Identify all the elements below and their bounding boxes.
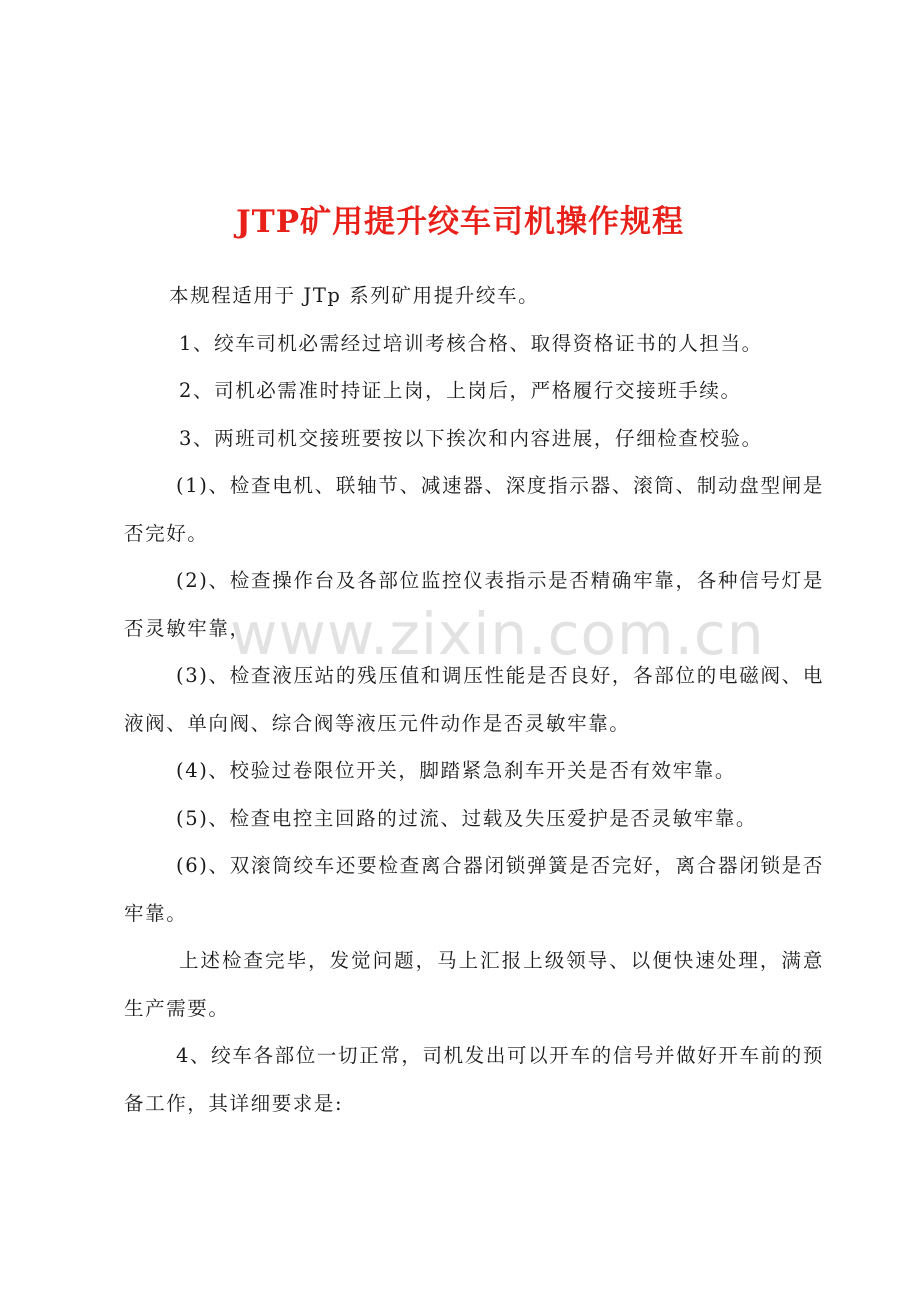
paragraph-scope: 本规程适用于 JTp 系列矿用提升绞车。 (169, 284, 540, 307)
paragraph-check-5: (5)、检查电控主回路的过流、过载及失压爱护是否灵敏牢靠。 (176, 806, 758, 830)
paragraph-rule-4: 4、绞车各部位一切正常，司机发出可以开车的信号并做好开车前的预备工作，其详细要求是: (124, 1044, 824, 1115)
document-body (124, 272, 824, 1127)
paragraph-check-3: (3)、检查液压站的残压值和调压性能是否良好，各部位的电磁阀、电液阀、单向阀、综合阀等液压元件动作是否灵敏牢靠。 (124, 664, 824, 735)
paragraph-check-1: (1)、检查电机、联轴节、减速器、深度指示器、滚筒、制动盘型闸是否完好。 (124, 474, 824, 545)
paragraph-rule-1: 1、绞车司机必需经过培训考核合格、取得资格证书的人担当。 (179, 331, 763, 355)
paragraph-check-4: (4)、校验过卷限位开关，脚踏紧急刹车开关是否有效牢靠。 (176, 759, 736, 782)
paragraph-rule-2: 2、司机必需准时持证上岗，上岗后，严格履行交接班手续。 (179, 379, 742, 402)
paragraph-check-2: (2)、检查操作台及各部位监控仪表指示是否精确牢靠，各种信号灯是否灵敏牢靠， (124, 569, 824, 640)
watermark: www.zixin.com.cn (230, 600, 765, 668)
paragraph-summary: 上述检查完毕，发觉问题，马上汇报上级领导、以便快速处理，满意生产需要。 (124, 949, 824, 1020)
paragraph-rule-3: 3、两班司机交接班要按以下挨次和内容进展，仔细检查校验。 (179, 426, 763, 450)
paragraph-check-6: (6)、双滚筒绞车还要检查离合器闭锁弹簧是否完好，离合器闭锁是否牢靠。 (124, 854, 824, 925)
document-title: JTP矿用提升绞车司机操作规程 (235, 204, 685, 240)
